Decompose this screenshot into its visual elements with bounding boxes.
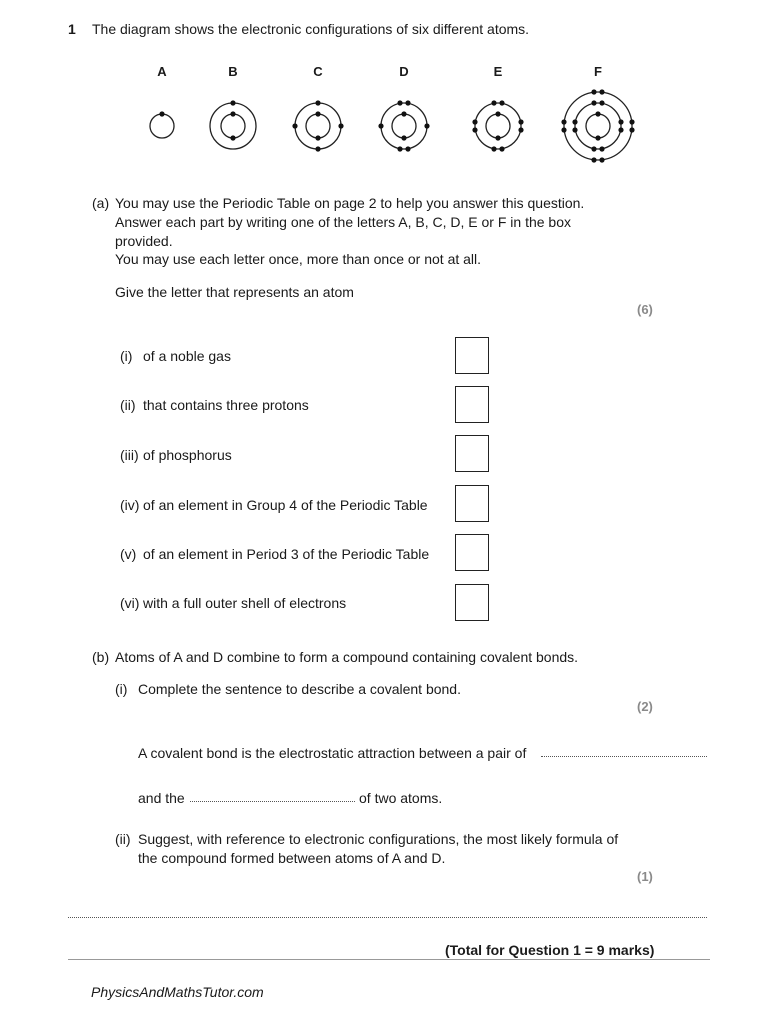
atom-label-b: B bbox=[228, 64, 238, 79]
item-i-text: of a noble gas bbox=[143, 348, 231, 364]
footer-site: PhysicsAndMathsTutor.com bbox=[91, 984, 264, 1000]
item-ii-text: that contains three protons bbox=[143, 397, 309, 413]
item-v-text: of an element in Period 3 of the Periodic Table bbox=[143, 546, 430, 562]
item-iii-text: of phosphorus bbox=[143, 447, 232, 463]
part-a-line-1: You may use the Periodic Table on page 2 to help you answer this question. bbox=[115, 195, 585, 211]
part-b-ii-line-2: the compound formed between atoms of A and D. bbox=[138, 850, 446, 866]
item-v-number: (v) bbox=[120, 546, 137, 562]
atom-label-f: F bbox=[594, 64, 602, 79]
part-b-i-marks: (2) bbox=[637, 699, 653, 714]
atom-label-a: A bbox=[157, 64, 167, 79]
part-a-label: (a) bbox=[92, 195, 110, 211]
atom-label-c: C bbox=[313, 64, 323, 79]
answer-line-pair-of[interactable] bbox=[541, 756, 707, 757]
item-ii-number: (ii) bbox=[120, 397, 136, 413]
part-b-i-text: Complete the sentence to describe a covalent bond. bbox=[138, 681, 461, 697]
part-a-line-3: provided. bbox=[115, 233, 173, 249]
part-a-marks: (6) bbox=[637, 302, 653, 317]
part-b-ii-line-1: Suggest, with reference to electronic configurations, the most likely formula of bbox=[138, 831, 619, 847]
part-b-label: (b) bbox=[92, 649, 110, 665]
divider bbox=[68, 959, 710, 960]
question-number: 1 bbox=[68, 21, 76, 37]
answer-line-and-the[interactable] bbox=[190, 801, 355, 802]
answer-line-formula[interactable] bbox=[68, 917, 707, 918]
part-b-i-number: (i) bbox=[115, 681, 128, 697]
sentence-and: and the bbox=[138, 790, 185, 806]
item-vi-number: (vi) bbox=[120, 595, 140, 611]
sentence-end: of two atoms. bbox=[359, 790, 443, 806]
answer-box-i[interactable] bbox=[455, 337, 489, 374]
part-a-prompt: Give the letter that represents an atom bbox=[115, 284, 354, 300]
answer-box-iii[interactable] bbox=[455, 435, 489, 472]
question-intro: The diagram shows the electronic configurations of six different atoms. bbox=[92, 21, 530, 37]
item-iv-number: (iv) bbox=[120, 497, 140, 513]
part-b-ii-marks: (1) bbox=[637, 869, 653, 884]
electron-configuration-diagram bbox=[0, 0, 768, 170]
part-a-line-2: Answer each part by writing one of the letters A, B, C, D, E or F in the box bbox=[115, 214, 571, 230]
answer-box-iv[interactable] bbox=[455, 485, 489, 522]
answer-box-v[interactable] bbox=[455, 534, 489, 571]
atom-label-e: E bbox=[493, 64, 503, 79]
item-iii-number: (iii) bbox=[120, 447, 139, 463]
atom-label-d: D bbox=[399, 64, 409, 79]
sentence-start: A covalent bond is the electrostatic attraction between a pair of bbox=[138, 745, 527, 761]
part-a-line-4: You may use each letter once, more than once or not at all. bbox=[115, 251, 482, 267]
answer-box-vi[interactable] bbox=[455, 584, 489, 621]
item-i-number: (i) bbox=[120, 348, 133, 364]
answer-box-ii[interactable] bbox=[455, 386, 489, 423]
part-b-ii-number: (ii) bbox=[115, 831, 131, 847]
item-iv-text: of an element in Group 4 of the Periodic Table bbox=[143, 497, 428, 513]
part-b-intro: Atoms of A and D combine to form a compound containing covalent bonds. bbox=[115, 649, 579, 665]
question-total: (Total for Question 1 = 9 marks) bbox=[445, 942, 655, 958]
item-vi-text: with a full outer shell of electrons bbox=[143, 595, 347, 611]
